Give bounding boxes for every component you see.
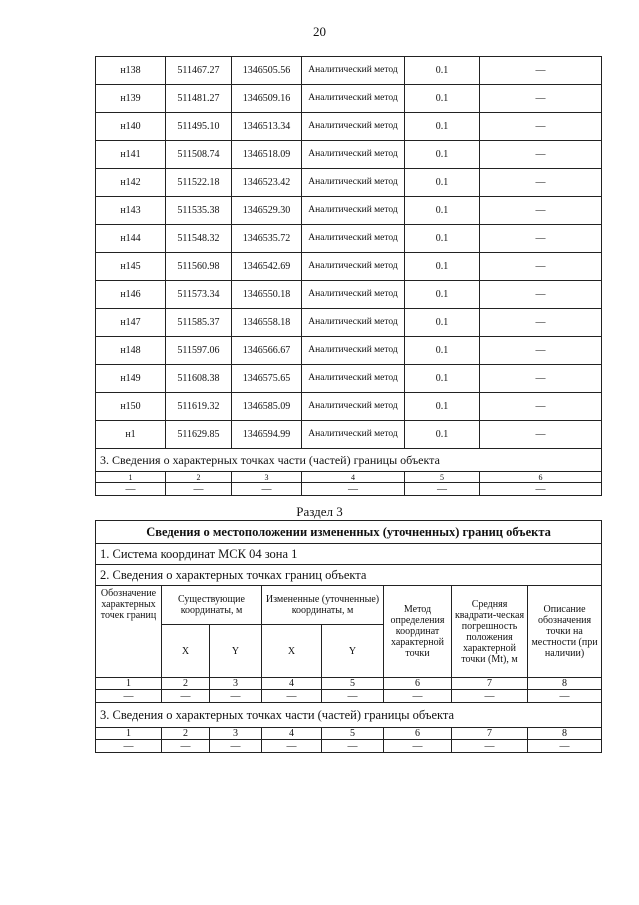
description: — [480,337,602,365]
coord-x: 511560.98 [166,253,232,281]
column-number: 2 [162,728,210,740]
accuracy: 0.1 [405,309,480,337]
coord-y: 1346558.18 [232,309,302,337]
method: Аналитический метод [302,169,405,197]
coord-y: 1346542.69 [232,253,302,281]
page-number: 20 [313,24,326,39]
table-row [96,225,602,253]
description: — [480,393,602,421]
coord-x: 511619.32 [166,393,232,421]
table2-section3-title: 3. Сведения о характерных точках части (частей) границы объекта [96,703,602,728]
header-method: Метод определения координат характерной точки [384,586,452,678]
method: Аналитический метод [302,57,405,85]
method: Аналитический метод [302,225,405,253]
point-id: н1 [96,421,166,449]
coord-y: 1346550.18 [232,281,302,309]
table-row [96,141,602,169]
empty-dash: — [262,740,322,753]
header-existing-x: X [162,625,210,678]
column-number: 5 [322,728,384,740]
method: Аналитический метод [302,85,405,113]
description: — [480,113,602,141]
section2-title: 2. Сведения о характерных точках границ объекта [96,565,602,586]
point-id: н150 [96,393,166,421]
coord-x: 511629.85 [166,421,232,449]
description: — [480,365,602,393]
table-row [96,253,602,281]
section3-title: 3. Сведения о характерных точках части (частей) границы объекта [96,449,602,472]
header-designation: Обозначение характерных точек границ [96,586,162,678]
table-row [96,393,602,421]
empty-dash: — [96,483,166,496]
empty-dash: — [162,740,210,753]
empty-dash: — [384,740,452,753]
empty-dash: — [302,483,405,496]
table-row [96,113,602,141]
column-number: 3 [232,472,302,483]
empty-dash: — [210,740,262,753]
header-changed: Измененные (уточненные) координаты, м [262,586,384,625]
column-number: 4 [302,472,405,483]
column-number: 4 [262,728,322,740]
empty-dash: — [528,690,602,703]
coord-x: 511467.27 [166,57,232,85]
point-id: н141 [96,141,166,169]
boundary-points-table [95,56,602,496]
column-number: 4 [262,678,322,690]
column-number: 2 [162,678,210,690]
header-existing: Существующие координаты, м [162,586,262,625]
description: — [480,281,602,309]
coord-y: 1346513.34 [232,113,302,141]
column-number: 5 [405,472,480,483]
empty-dash: — [166,483,232,496]
coord-x: 511522.18 [166,169,232,197]
description: — [480,197,602,225]
empty-dash: — [452,740,528,753]
empty-dash: — [322,690,384,703]
empty-dash: — [452,690,528,703]
table2-title: Сведения о местоположении измененных (уточненных) границ объекта [96,521,602,544]
empty-dash: — [162,690,210,703]
coord-y: 1346535.72 [232,225,302,253]
column-number: 1 [96,678,162,690]
coordinate-system: 1. Система координат МСК 04 зона 1 [96,544,602,565]
accuracy: 0.1 [405,225,480,253]
point-id: н140 [96,113,166,141]
description: — [480,169,602,197]
description: — [480,253,602,281]
accuracy: 0.1 [405,365,480,393]
accuracy: 0.1 [405,197,480,225]
table-row [96,281,602,309]
accuracy: 0.1 [405,281,480,309]
method: Аналитический метод [302,113,405,141]
table-row [96,197,602,225]
coord-x: 511573.34 [166,281,232,309]
description: — [480,225,602,253]
empty-dash: — [480,483,602,496]
coord-y: 1346585.09 [232,393,302,421]
column-number: 6 [384,728,452,740]
empty-dash: — [405,483,480,496]
accuracy: 0.1 [405,169,480,197]
coord-y: 1346509.16 [232,85,302,113]
header-description: Описание обозначения точки на местности (при наличии) [528,586,602,678]
coord-x: 511597.06 [166,337,232,365]
point-id: н146 [96,281,166,309]
column-number: 3 [210,728,262,740]
coord-x: 511508.74 [166,141,232,169]
column-number: 1 [96,472,166,483]
coord-y: 1346505.56 [232,57,302,85]
point-id: н148 [96,337,166,365]
accuracy: 0.1 [405,421,480,449]
coord-x: 511585.37 [166,309,232,337]
point-id: н143 [96,197,166,225]
method: Аналитический метод [302,309,405,337]
method: Аналитический метод [302,421,405,449]
accuracy: 0.1 [405,393,480,421]
empty-dash: — [96,740,162,753]
header-changed-y: Y [322,625,384,678]
description: — [480,141,602,169]
coord-y: 1346566.67 [232,337,302,365]
table-row [96,365,602,393]
coord-x: 511608.38 [166,365,232,393]
method: Аналитический метод [302,253,405,281]
point-id: н149 [96,365,166,393]
column-number: 8 [528,678,602,690]
empty-dash: — [232,483,302,496]
column-number: 8 [528,728,602,740]
coord-y: 1346529.30 [232,197,302,225]
description: — [480,421,602,449]
column-number: 7 [452,728,528,740]
empty-dash: — [384,690,452,703]
coord-x: 511535.38 [166,197,232,225]
accuracy: 0.1 [405,337,480,365]
method: Аналитический метод [302,141,405,169]
method: Аналитический метод [302,197,405,225]
point-id: н147 [96,309,166,337]
coord-y: 1346575.65 [232,365,302,393]
coord-y: 1346518.09 [232,141,302,169]
accuracy: 0.1 [405,113,480,141]
header-accuracy: Средняя квадрати-ческая погрешность положения характерной точки (Mt), м [452,586,528,678]
method: Аналитический метод [302,337,405,365]
column-number: 2 [166,472,232,483]
coord-x: 511548.32 [166,225,232,253]
accuracy: 0.1 [405,85,480,113]
empty-dash: — [262,690,322,703]
table-row [96,337,602,365]
coord-y: 1346523.42 [232,169,302,197]
header-changed-x: X [262,625,322,678]
table-row [96,169,602,197]
column-number: 5 [322,678,384,690]
empty-dash: — [210,690,262,703]
point-id: н138 [96,57,166,85]
column-number: 6 [384,678,452,690]
table-row [96,421,602,449]
method: Аналитический метод [302,365,405,393]
column-number: 6 [480,472,602,483]
point-id: н145 [96,253,166,281]
empty-dash: — [528,740,602,753]
point-id: н142 [96,169,166,197]
point-id: н144 [96,225,166,253]
method: Аналитический метод [302,393,405,421]
description: — [480,57,602,85]
accuracy: 0.1 [405,57,480,85]
column-number: 1 [96,728,162,740]
column-number: 7 [452,678,528,690]
empty-dash: — [322,740,384,753]
header-existing-y: Y [210,625,262,678]
razdel-title: Раздел 3 [296,504,343,519]
method: Аналитический метод [302,281,405,309]
accuracy: 0.1 [405,141,480,169]
changed-boundaries-table [95,520,602,753]
coord-x: 511495.10 [166,113,232,141]
description: — [480,85,602,113]
empty-dash: — [96,690,162,703]
table-row [96,309,602,337]
coord-y: 1346594.99 [232,421,302,449]
table-row [96,85,602,113]
coord-x: 511481.27 [166,85,232,113]
description: — [480,309,602,337]
column-number: 3 [210,678,262,690]
table-row [96,57,602,85]
point-id: н139 [96,85,166,113]
accuracy: 0.1 [405,253,480,281]
